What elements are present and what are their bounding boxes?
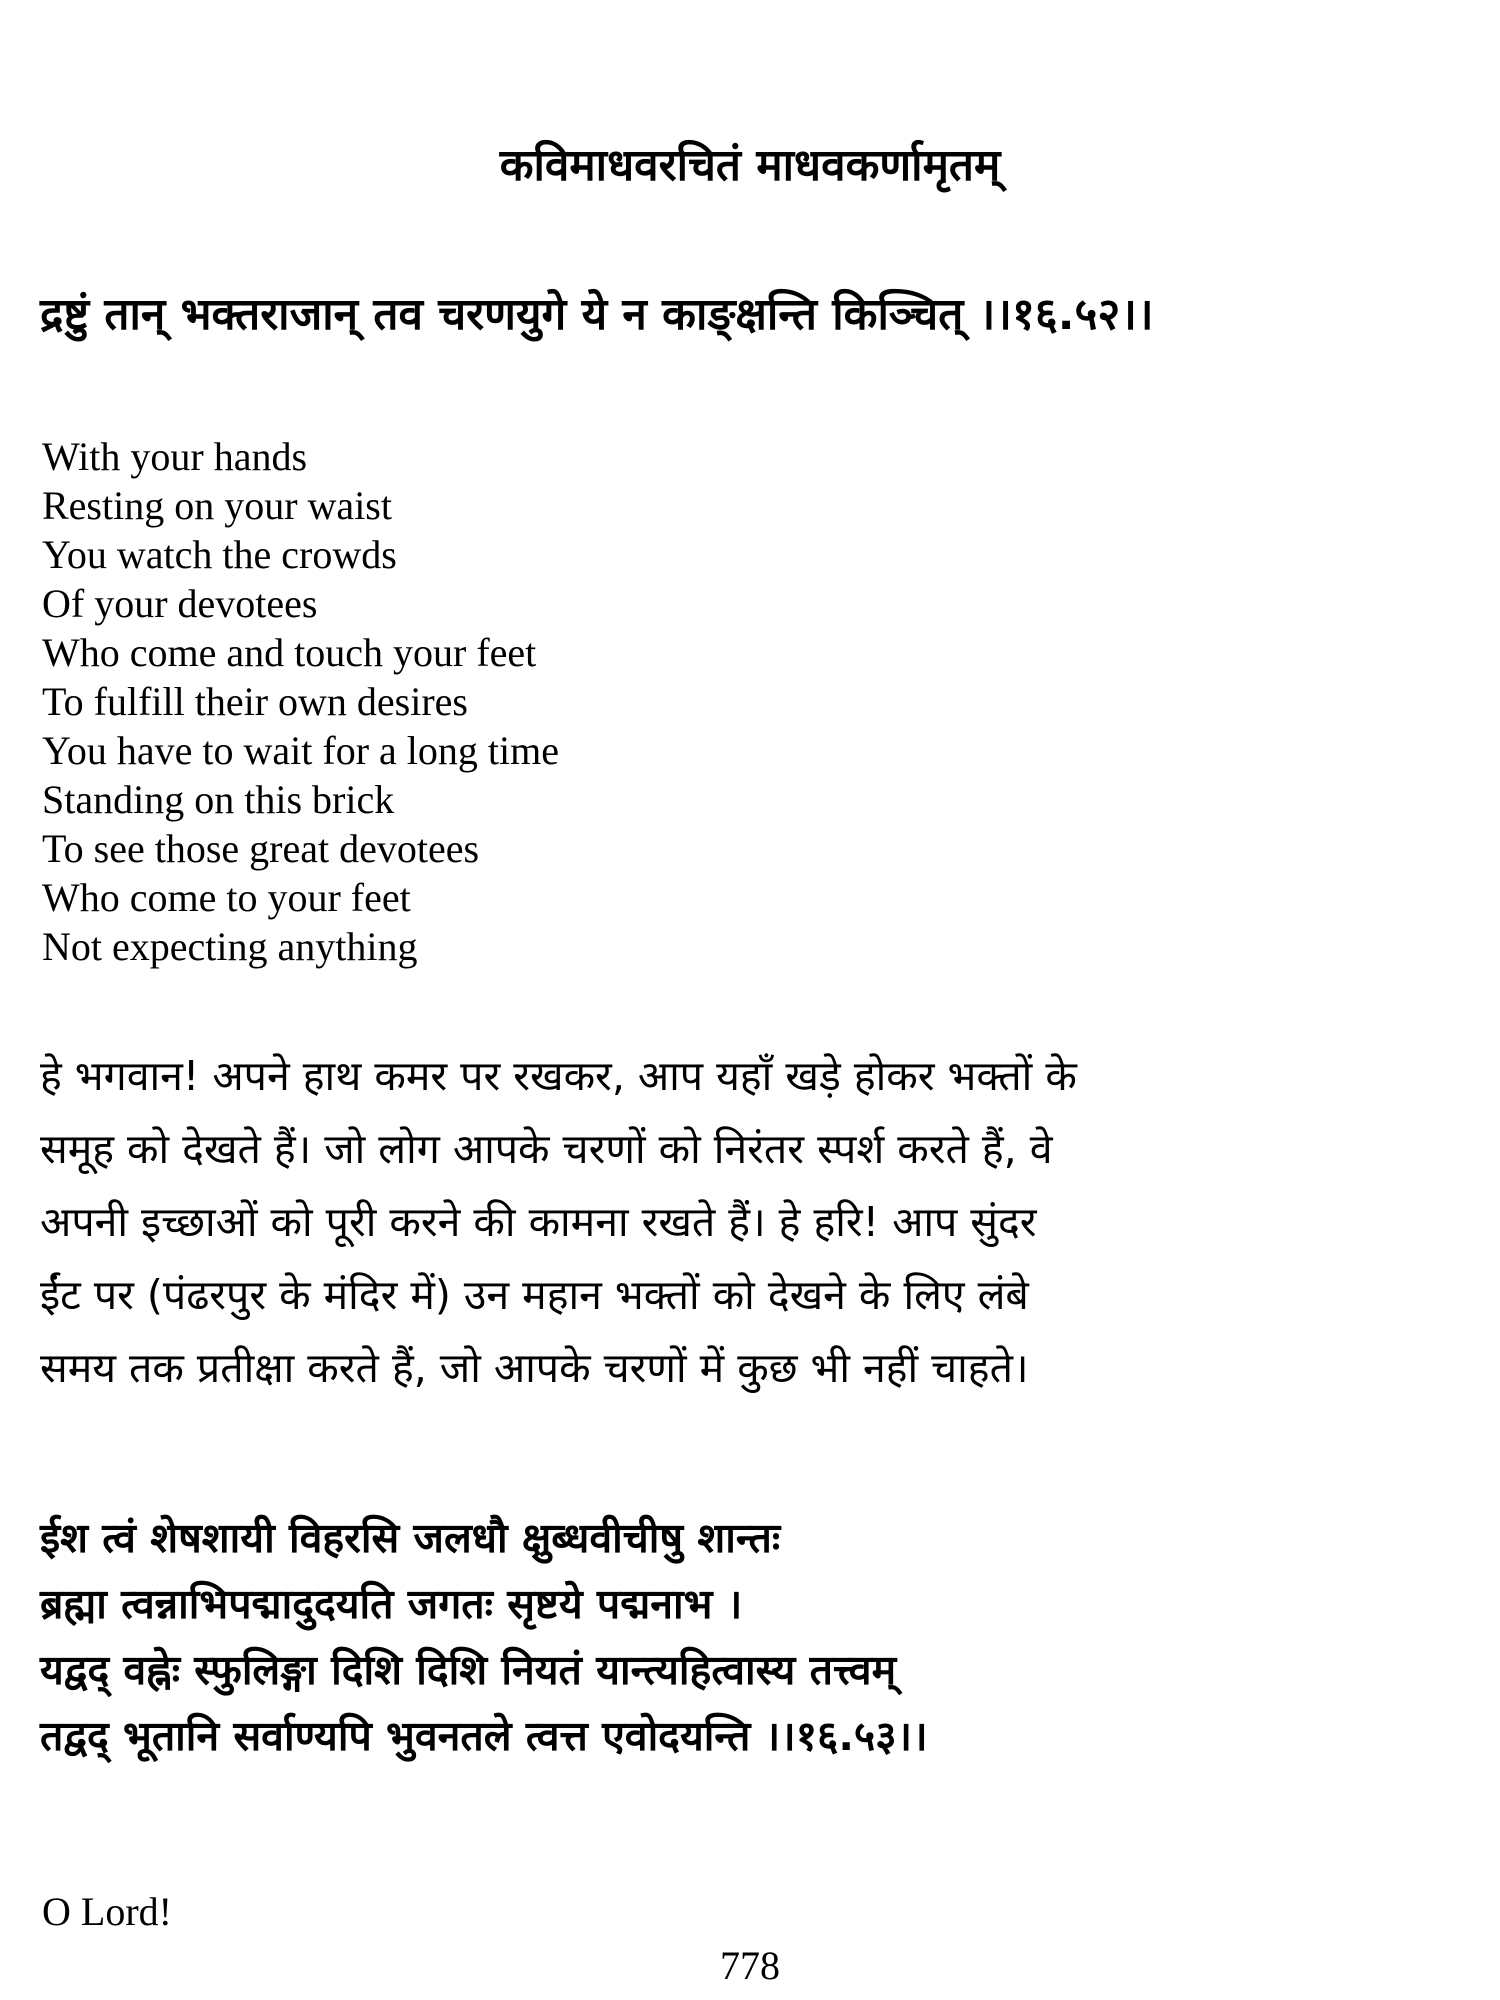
page-number: 778: [720, 1943, 780, 1988]
hindi-line: अपनी इच्छाओं को पूरी करने की कामना रखते हैं। हे हरि! आप सुंदर: [40, 1198, 1037, 1246]
hindi-translation: [40, 1040, 1490, 1405]
english-translation: [42, 432, 1042, 971]
english-line: Resting on your waist: [42, 483, 392, 528]
english-line: Not expecting anything: [42, 924, 418, 969]
hindi-line: समय तक प्रतीक्षा करते हैं, जो आपके चरणों में कुछ भी नहीं चाहते।: [40, 1344, 1029, 1392]
sanskrit-verse-line: ब्रह्मा त्वन्नाभिपद्मादुदयति जगतः सृष्टये पद्मनाभ ।: [40, 1580, 743, 1628]
running-header-title: कविमाधवरचितं माधवकर्णामृतम्: [499, 140, 1001, 191]
hindi-line: हे भगवान! अपने हाथ कमर पर रखकर, आप यहाँ खड़े होकर भक्तों के: [40, 1052, 1077, 1100]
english-line: To see those great devotees: [42, 826, 480, 871]
english-line: Who come to your feet: [42, 875, 411, 920]
english-line: With your hands: [42, 434, 308, 479]
verse-16-53: [40, 1505, 1490, 1769]
sanskrit-verse-line: यद्वद् वह्नेः स्फुलिङ्गा दिशि दिशि नियतं यान्त्यहित्वास्य तत्त्वम्: [40, 1646, 897, 1694]
sanskrit-verse-line: तद्वद् भूतानि सर्वाण्यपि भुवनतले त्वत्त एवोदयन्ति ।।१६.५३।।: [40, 1712, 928, 1760]
hindi-line: समूह को देखते हैं। जो लोग आपके चरणों को निरंतर स्पर्श करते हैं, वे: [40, 1125, 1053, 1173]
verse-16-52-last-line: द्रष्टुं तान् भक्तराजान् तव चरणयुगे ये न काङ्क्षन्ति किञ्चित् ।।१६.५२।।: [40, 289, 1154, 340]
english-line: Who come and touch your feet: [42, 630, 537, 675]
english-line: Of your devotees: [42, 581, 318, 626]
english-line: Standing on this brick: [42, 777, 395, 822]
english-line: You watch the crowds: [42, 532, 397, 577]
english-line: You have to wait for a long time: [42, 728, 559, 773]
english-translation-start: O Lord!: [42, 1889, 172, 1934]
hindi-line: ईंट पर (पंढरपुर के मंदिर में) उन महान भक्तों को देखने के लिए लंबे: [40, 1271, 1029, 1319]
sanskrit-verse-line: ईश त्वं शेषशायी विहरसि जलधौ क्षुब्धवीचीषु शान्तः: [40, 1514, 781, 1562]
english-line: To fulfill their own desires: [42, 679, 468, 724]
